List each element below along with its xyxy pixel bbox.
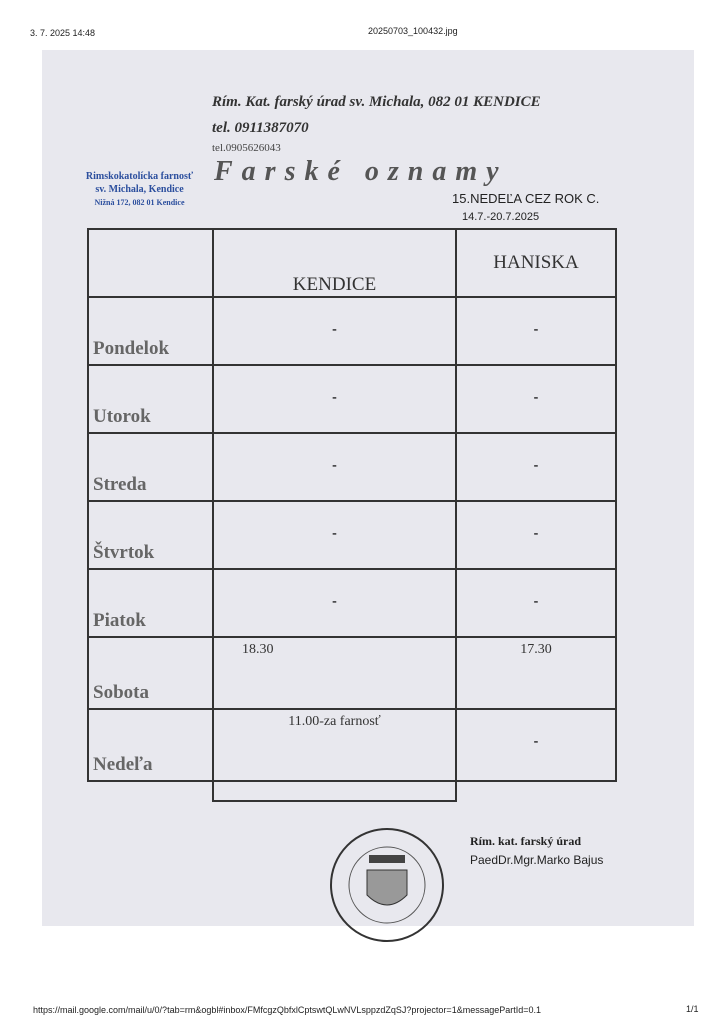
empty-footer-cell	[213, 781, 456, 801]
haniska-value: -	[533, 526, 539, 541]
kendice-value: -	[332, 458, 337, 473]
kendice-cell	[213, 297, 456, 365]
table-row	[88, 365, 616, 433]
day-cell: Pondelok	[88, 297, 213, 365]
haniska-cell	[456, 365, 616, 433]
stamp-line: Nižná 172, 082 01 Kendice	[94, 198, 185, 207]
table-row	[88, 637, 616, 709]
table-row	[88, 297, 616, 365]
day-cell: Utorok	[88, 365, 213, 433]
haniska-cell	[456, 501, 616, 569]
header-haniska: HANISKA	[456, 229, 616, 297]
kendice-value: -	[332, 594, 337, 609]
signature-office: Rím. kat. farský úrad	[470, 834, 582, 848]
date-range: 14.7.-20.7.2025	[462, 211, 540, 223]
table-header-row	[88, 229, 616, 297]
document-title: Farské oznamy	[214, 156, 508, 187]
print-page-number: 1/1	[686, 1004, 699, 1014]
haniska-value: -	[533, 734, 539, 749]
haniska-value: -	[533, 390, 539, 405]
print-filename: 20250703_100432.jpg	[368, 26, 458, 36]
print-url: https://mail.google.com/mail/u/0/?tab=rm&ogbl#inbox/FMfcgzQbfxlCptswtQLwNVLsppzdZqSJ?projector=1&messagePartId=0.1	[33, 1005, 541, 1015]
print-datetime: 3. 7. 2025 14:48	[30, 28, 96, 38]
kendice-cell	[213, 433, 456, 501]
parish-address: Rím. Kat. farský úrad sv. Michala, 082 01 KENDICE	[212, 94, 541, 110]
day-cell: Nedeľa	[88, 709, 213, 781]
phone-1: tel. 0911387070	[212, 120, 309, 136]
haniska-cell	[456, 569, 616, 637]
day-cell: Štvrtok	[88, 501, 213, 569]
haniska-cell	[456, 709, 616, 781]
table-row	[88, 709, 616, 781]
haniska-cell	[456, 297, 616, 365]
haniska-cell	[456, 637, 616, 709]
table-row	[88, 501, 616, 569]
kendice-cell	[213, 501, 456, 569]
kendice-cell	[213, 365, 456, 433]
empty-header-cell	[88, 229, 213, 297]
schedule-table	[87, 228, 617, 802]
table-row	[88, 433, 616, 501]
kendice-value: 18.30	[242, 642, 274, 657]
parish-seal	[327, 825, 447, 945]
header-kendice: KENDICE	[213, 229, 456, 297]
scanned-document	[42, 50, 694, 926]
haniska-value: -	[533, 322, 539, 337]
kendice-cell	[213, 709, 456, 781]
kendice-value: -	[332, 526, 337, 541]
kendice-value: -	[332, 390, 337, 405]
phone-2: tel.0905626043	[212, 142, 281, 154]
kendice-cell	[213, 569, 456, 637]
haniska-value: 17.30	[520, 642, 552, 657]
day-cell: Streda	[88, 433, 213, 501]
day-cell: Piatok	[88, 569, 213, 637]
week-label: 15.NEDEĽA CEZ ROK C.	[452, 191, 600, 206]
haniska-value: -	[533, 458, 539, 473]
kendice-value: 11.00-za farnosť	[288, 714, 381, 729]
kendice-value: -	[332, 322, 337, 337]
table-row	[88, 569, 616, 637]
signature-name: PaedDr.Mgr.Marko Bajus	[470, 853, 604, 867]
haniska-value: -	[533, 594, 539, 609]
kendice-cell	[213, 637, 456, 709]
haniska-cell	[456, 433, 616, 501]
day-cell: Sobota	[88, 637, 213, 709]
parish-stamp	[72, 170, 207, 209]
stamp-line: sv. Michala, Kendice	[95, 184, 184, 195]
stamp-line: Rimskokatolícka farnosť	[85, 171, 194, 182]
